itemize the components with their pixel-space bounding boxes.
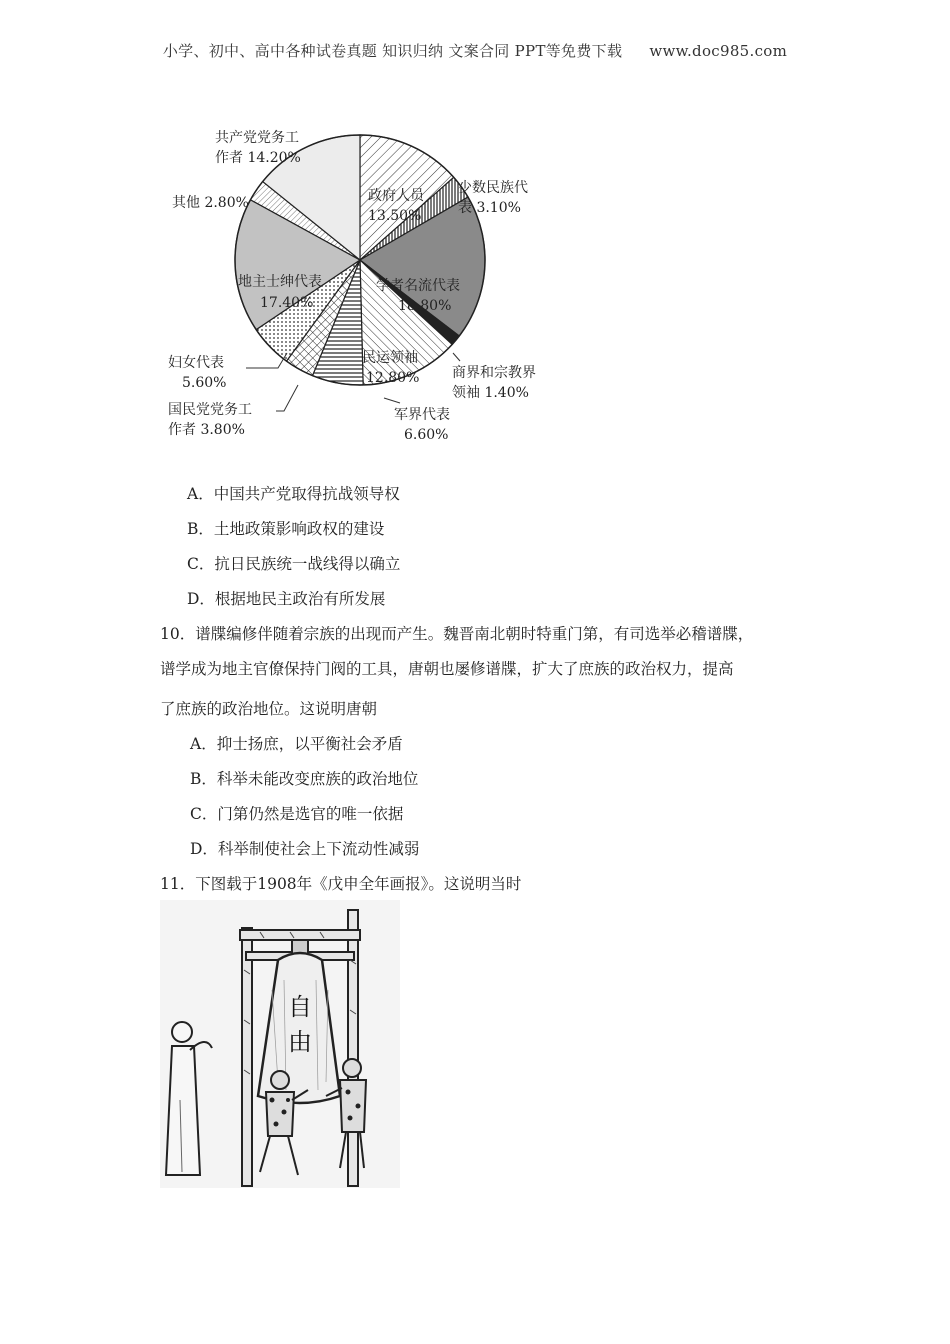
label-mass-line2: 12.80% <box>366 370 420 386</box>
leader-kmt <box>276 385 298 411</box>
q10-option-a: A．抑士扬庶，以平衡社会矛盾 <box>190 735 403 753</box>
q9-option-d: D．根据地民主政治有所发展 <box>187 590 386 608</box>
leader-business <box>453 353 460 361</box>
q9-option-c: C．抗日民族统一战线得以确立 <box>187 555 401 573</box>
q10-stem-line3: 了庶族的政治地位。这说明唐朝 <box>160 700 378 718</box>
q10-stem-line1: 10．谱牒编修伴随着宗族的出现而产生。魏晋南北朝时特重门第，有司选举必稽谱牒， <box>160 625 754 643</box>
q10-stem-line2: 谱学成为地主官僚保持门阀的工具，唐朝也屡修谱牒，扩大了庶族的政治权力，提高 <box>160 660 734 678</box>
label-kmt-line2: 作者 3.80% <box>168 422 245 438</box>
q9-option-a: A．中国共产党取得抗战领导权 <box>187 485 400 503</box>
label-military-line2: 6.60% <box>404 427 449 443</box>
leader-military <box>384 398 400 403</box>
bell-text-char1: 自 <box>288 993 312 1021</box>
header-site: www.doc985.com <box>649 42 788 60</box>
label-other: 其他 2.80% <box>172 195 249 211</box>
label-business-line2: 领袖 1.40% <box>452 385 529 401</box>
bell-illustration <box>160 900 400 1188</box>
label-ccp-line1: 共产党党务工 <box>215 130 299 146</box>
bell-text-char2: 由 <box>288 1028 312 1056</box>
label-gov-line1: 政府人员 <box>368 188 424 204</box>
q10-option-d: D．科举制使社会上下流动性减弱 <box>190 840 420 858</box>
label-military-line1: 军界代表 <box>394 407 450 423</box>
page-header <box>0 40 950 61</box>
label-mass-line1: 民运领袖 <box>362 350 418 366</box>
q10-option-c: C．门第仍然是选官的唯一依据 <box>190 805 404 823</box>
label-scholar-line2: 18.80% <box>398 298 452 314</box>
label-kmt-line1: 国民党党务工 <box>168 402 252 418</box>
label-business-line1: 商界和宗教界 <box>452 365 536 381</box>
label-scholar-line1: 学者名流代表 <box>376 278 460 294</box>
q10-option-b: B．科举未能改变庶族的政治地位 <box>190 770 419 788</box>
label-minority-line1: 少数民族代 <box>458 180 528 196</box>
q9-option-b: B．土地政策影响政权的建设 <box>187 520 385 538</box>
label-women-line2: 5.60% <box>182 375 227 391</box>
label-women-line1: 妇女代表 <box>168 355 224 371</box>
pie-chart <box>160 120 580 450</box>
label-ccp-line2: 作者 14.20% <box>215 150 301 166</box>
label-gentry-line1: 地主士绅代表 <box>238 274 322 290</box>
label-gentry-line2: 17.40% <box>260 295 314 311</box>
header-text: 小学、初中、高中各种试卷真题 知识归纳 文案合同 PPT等免费下载 <box>162 42 623 60</box>
q11-stem: 11．下图载于1908年《戊申全年画报》。这说明当时 <box>160 875 522 893</box>
label-minority-line2: 表 3.10% <box>458 200 521 216</box>
label-gov-line2: 13.50% <box>368 208 422 224</box>
